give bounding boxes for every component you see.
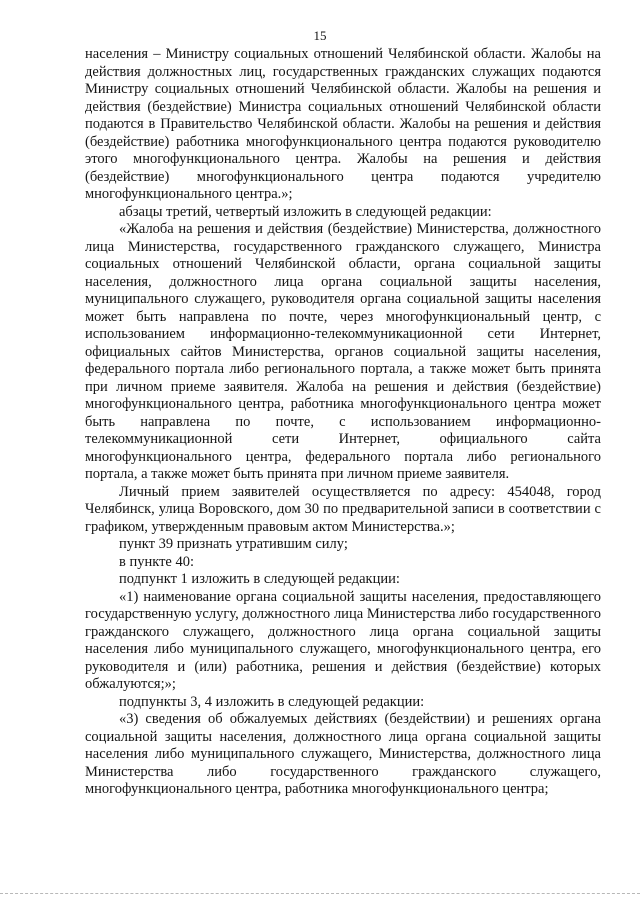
page-bottom-divider [0, 893, 640, 894]
paragraph-complaint-channels: «Жалоба на решения и действия (бездействие) Министерства, должностного лица Министерства, государственного гражданского служащего, Министра социальных отношений Челябинской области, органа социальной защиты населения, должностного лица органа социальной защиты населения, муниципального служащего, руководителя органа социальной защиты населения может быть направлена по почте, через многофункциональный центр, с использованием информационно-телекоммуникационной сети Интернет, официальных сайтов Министерства, органов социальной защиты населения, федерального портала либо регионального портала, а также может быть принята при личном приеме заявителя. Жалоба на решения и действия (бездействие) многофункционального центра, работника многофункционального центра может быть направлена по почте, с использованием информационно-телекоммуникационной сети Интернет, официального сайта многофункционального центра, федерального портала либо регионального портала, а также может быть принята при личном приеме заявителя. [85, 221, 601, 482]
paragraph-subitem-3-text: «3) сведения об обжалуемых действиях (бездействии) и решениях органа социальной защиты населения, должностного лица органа социальной защиты населения либо муниципального служащего, Министерства, должностного лица Министерства либо государственного гражданского служащего, многофункционального центра, работника многофункционального центра; [85, 711, 601, 797]
paragraph-item-40: в пункте 40: [119, 553, 195, 570]
document-body [85, 46, 601, 799]
paragraph-item-39-void: пункт 39 признать утратившим силу; [119, 536, 348, 552]
paragraph-amendment-intro: абзацы третий, четвертый изложить в следующей редакции: [119, 203, 492, 220]
paragraph-subitem-1-text: «1) наименование органа социальной защиты населения, предоставляющего государственную услугу, должностного лица Министерства либо государственного гражданского служащего, должностного лица органа социальной защиты населения либо муниципального служащего, многофункционального центра, его руководителя и (или) работника, решения и действия (бездействие) которых обжалуются;»; [85, 588, 601, 692]
paragraph-complaints-addressees: населения – Министру социальных отношений Челябинской области. Жалобы на действия должностных лиц, государственных гражданских служащих подаются Министру социальных отношений Челябинской области. Жалобы на решения и действия (бездействие) Министра социальных отношений Челябинской области подаются в Правительство Челябинской области. Жалобы на решения и действия (бездействие) работника многофункционального центра подаются руководителю этого многофункционального центра. Жалобы на решения и действия (бездействие) многофункционального центра подаются учредителю многофункционального центра.»; [85, 46, 601, 202]
page-number: 15 [313, 28, 327, 43]
paragraph-subitem-1-intro: подпункт 1 изложить в следующей редакции: [119, 571, 400, 587]
paragraph-personal-reception: Личный прием заявителей осуществляется по адресу: 454048, город Челябинск, улица Воровского, дом 30 по предварительной записи в соответствии с графиком, утвержденным правовым актом Министерства.»; [85, 483, 601, 535]
paragraph-subitems-3-4-intro: подпункты 3, 4 изложить в следующей редакции: [119, 693, 425, 710]
